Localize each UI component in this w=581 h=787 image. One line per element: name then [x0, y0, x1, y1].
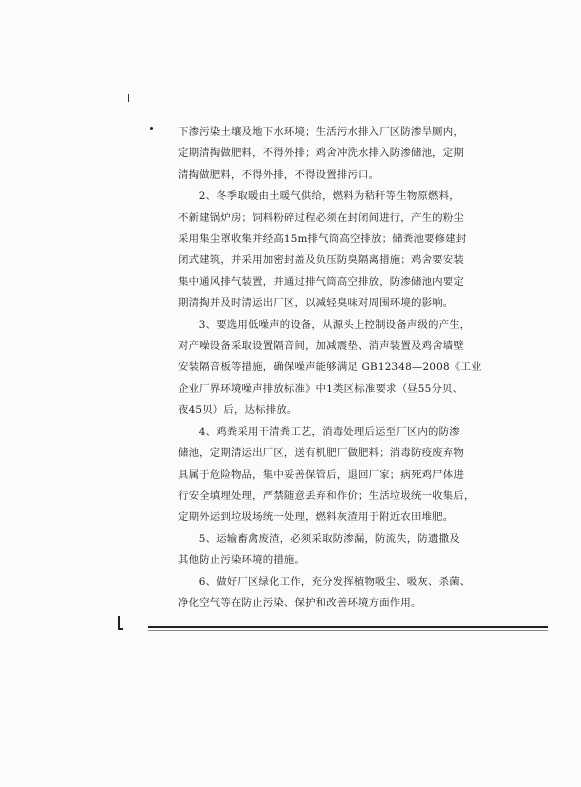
paragraph-4	[178, 422, 475, 529]
text-line: 2、冬季取暖由土暖气供给，燃料为秸秆等生物原燃料，	[198, 190, 460, 203]
text-line: 对产噪设备采取设置隔音间，加减震垫、消声装置及鸡舍墙壁	[178, 340, 464, 353]
text-line: 储池，定期清运出厂区，送有机肥厂做肥料；消毒防疫废弃物	[178, 447, 464, 460]
text-line: 4、鸡粪采用干清粪工艺，消毒处理后运至厂区内的防渗	[198, 425, 460, 438]
text-line: 期清掏并及时清运出厂区，以减轻臭味对周围环境的影响。	[178, 297, 454, 310]
document-body	[178, 122, 482, 614]
text-line: 5、运输畜禽废渣，必须采取防渗漏，防流失，防遗撒及	[198, 532, 460, 545]
bullet-dot	[150, 127, 153, 130]
text-line: 安装隔音板等措施，确保噪声能够满足 GB12348—2008《工业	[178, 361, 482, 374]
text-line: 不新建锅炉房；饲料粉碎过程必须在封闭间进行，产生的粉尘	[178, 211, 464, 224]
text-line: 清掏做肥料，不得外排，不得设置排污口。	[178, 168, 380, 181]
text-line: 定期清掏做肥料，不得外排；鸡舍冲洗水排入防渗储池，定期	[178, 147, 464, 160]
text-line: 企业厂界环境噪声排放标准》中1类区标准要求（昼55分贝、	[178, 382, 464, 395]
text-line: 采用集尘罩收集并经高15m排气筒高空排放；储粪池要修建封	[178, 233, 467, 246]
text-line: 定期外运到垃圾场统一处理，燃料灰渣用于附近农田堆肥。	[178, 511, 454, 524]
text-line: 具属于危险物品，集中妥善保管后，退回厂家；病死鸡尸体进	[178, 468, 464, 481]
paragraph-6	[178, 572, 471, 615]
bottom-rule	[148, 626, 548, 628]
paragraph-5	[178, 529, 468, 572]
text-line: 6、做好厂区绿化工作，充分发挥植物吸尘、吸灰、杀菌、	[198, 575, 471, 588]
text-line: 净化空气等在防止污染、保护和改善环境方面作用。	[178, 596, 422, 609]
text-line: 行安全填埋处理，严禁随意丢弃和作价；生活垃圾统一收集后，	[178, 489, 475, 502]
text-line: 集中通风排气装置，并通过排气筒高空排放，防渗储池内要定	[178, 275, 464, 288]
text-line: 下渗污染土壤及地下水环境；生活污水排入厂区防渗旱厕内，	[178, 126, 464, 138]
paragraph-2	[178, 186, 468, 314]
text-line: 夜45贝）后，达标排放。	[178, 404, 298, 417]
text-line: 3、要选用低噪声的设备，从源头上控制设备声级的产生，	[198, 318, 471, 331]
paragraph-1	[178, 122, 468, 186]
margin-mark	[128, 94, 129, 102]
paragraph-3	[178, 315, 482, 422]
bottom-rule-shadow	[148, 630, 548, 631]
corner-mark	[118, 616, 123, 630]
text-line: 闭式建筑，并采用加密封盖及负压防臭隔离措施；鸡舍要安装	[178, 254, 464, 267]
text-line: 其他防止污染环境的措施。	[178, 554, 306, 567]
